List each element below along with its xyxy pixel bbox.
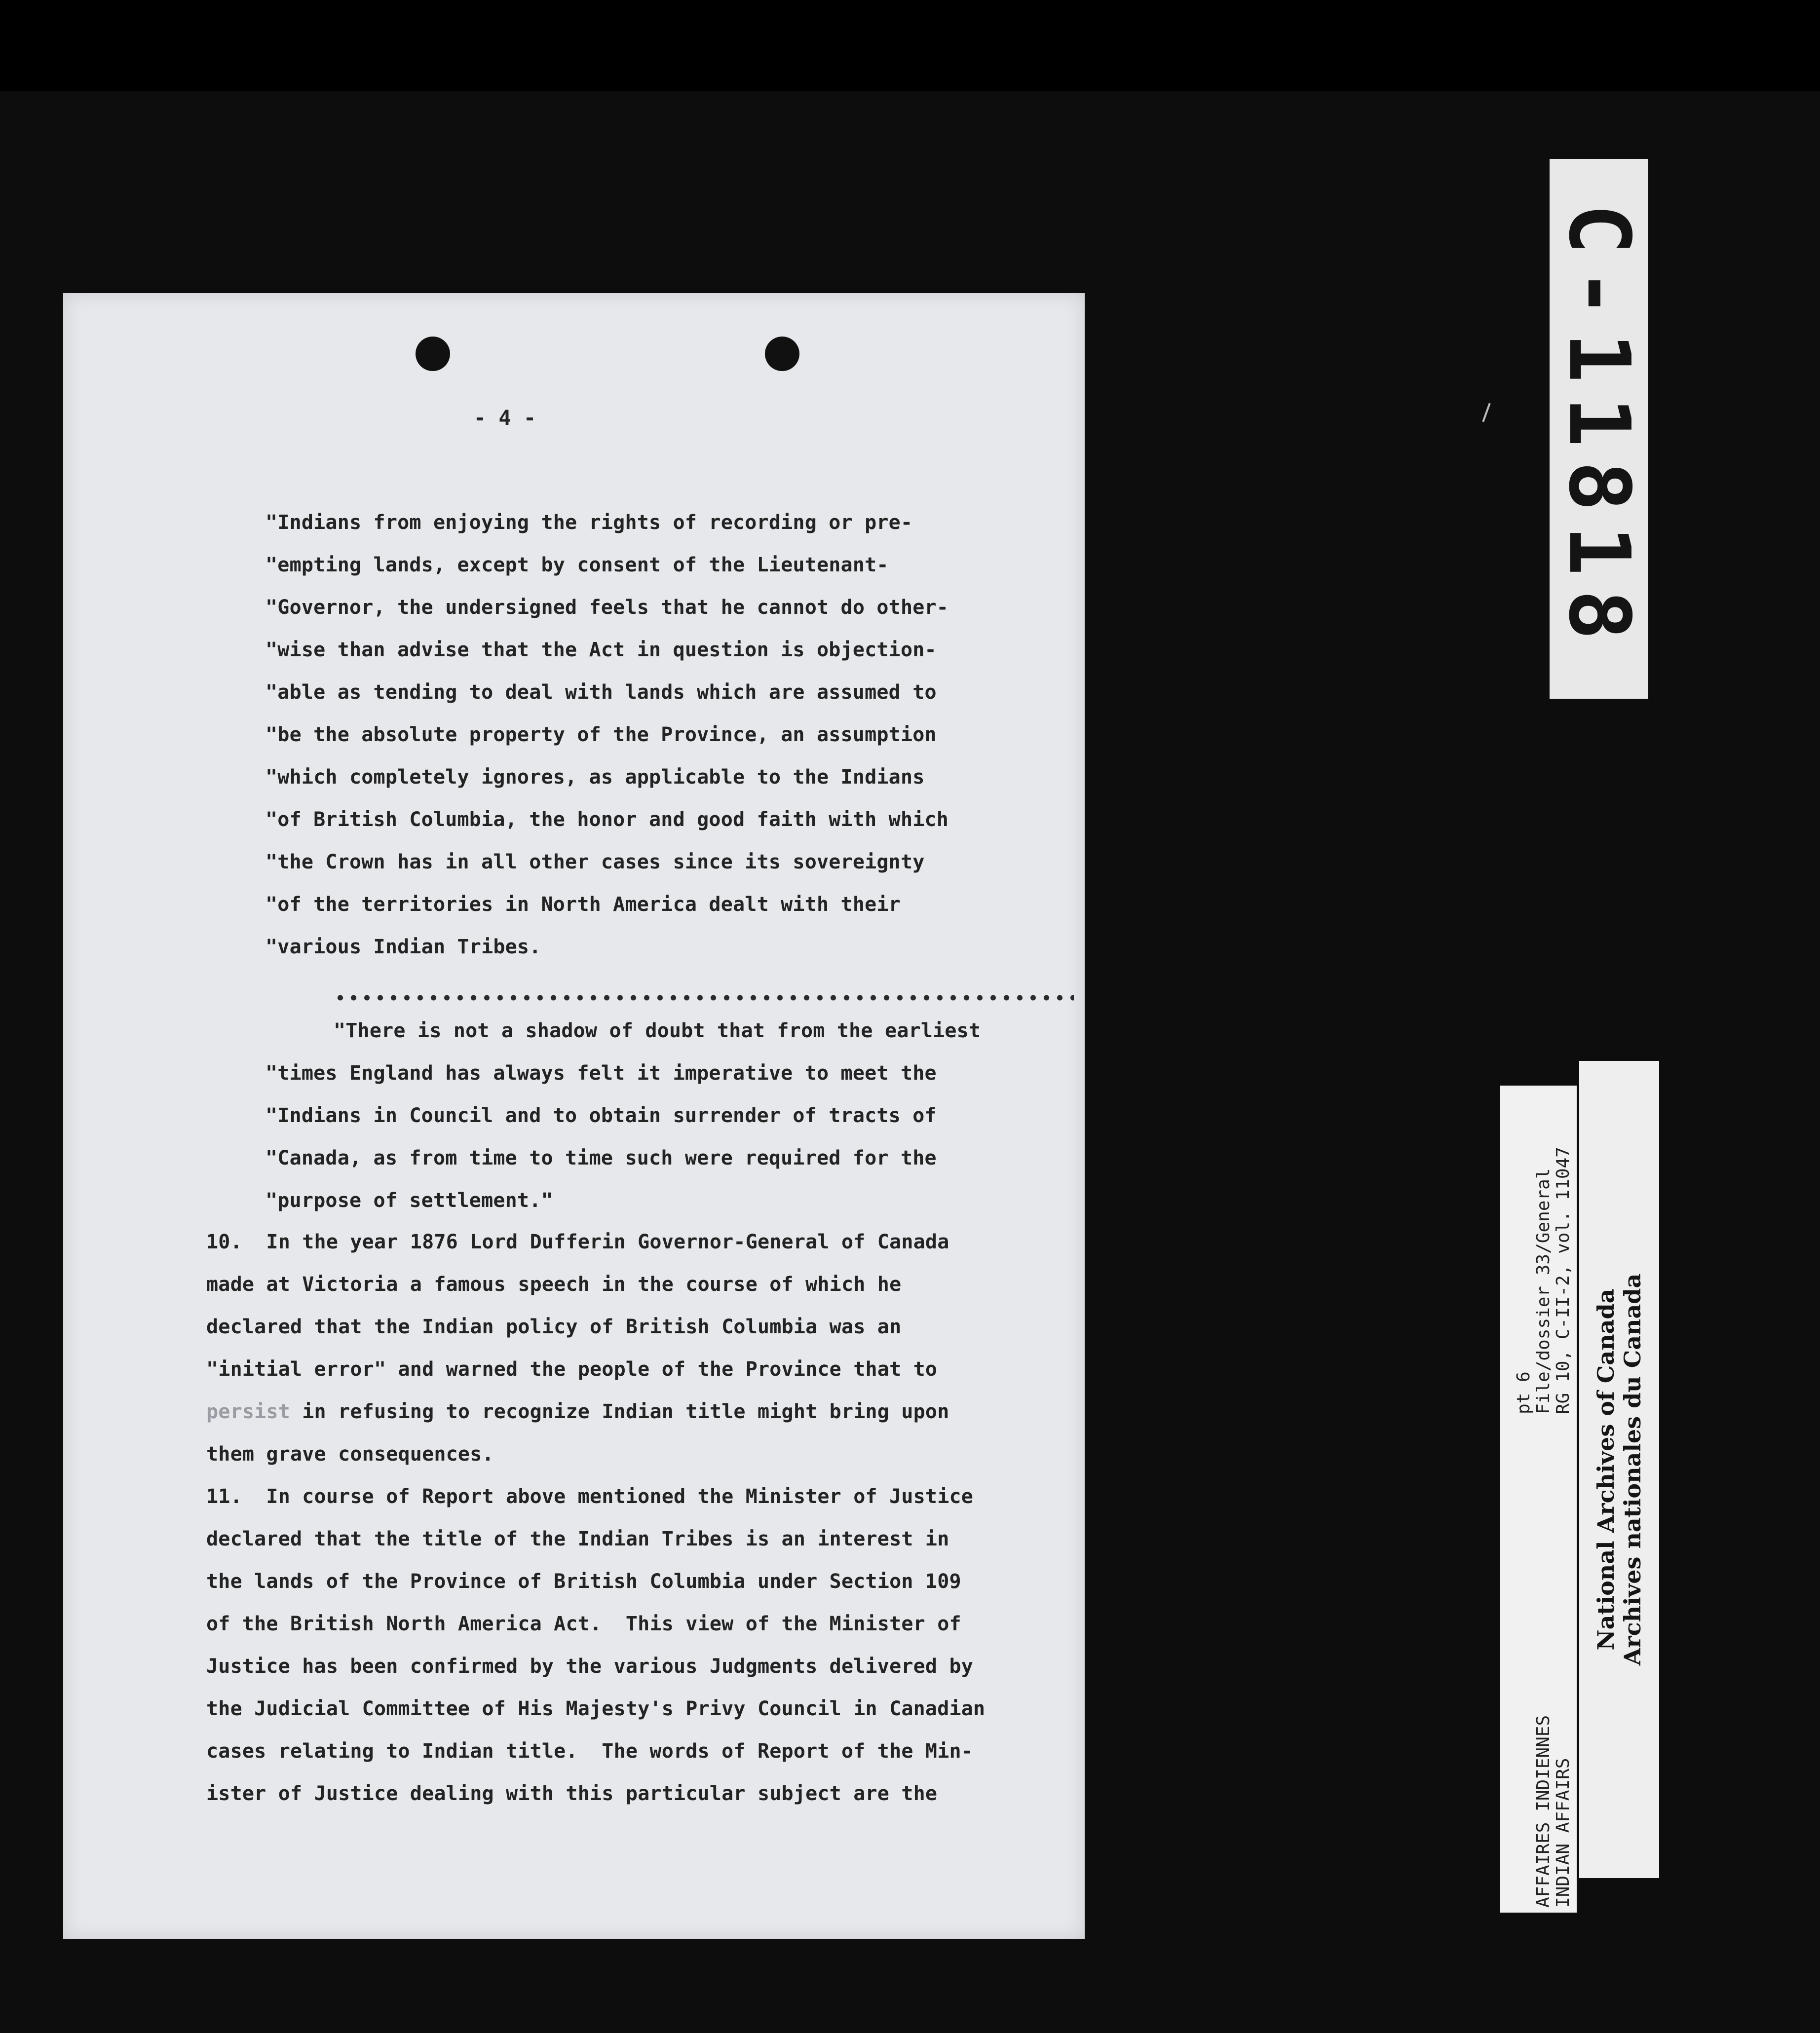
part-reference: pt 6: [1514, 1371, 1534, 1414]
text-line: "Governor, the undersigned feels that he cannot do other-: [265, 596, 949, 619]
text-line: "times England has always felt it imperative to meet the: [265, 1062, 937, 1085]
paragraph-11-line: 11. In course of Report above mentioned the Minister of Justice: [206, 1485, 974, 1508]
frame-number: C-11818: [1550, 203, 1648, 654]
department-en: INDIAN AFFAIRS: [1553, 1758, 1573, 1908]
text-line: the Judicial Committee of His Majesty's Privy Council in Canadian: [206, 1697, 986, 1720]
text-line: "be the absolute property of the Province, an assumption: [265, 723, 937, 746]
text-line: "various Indian Tribes.: [265, 936, 541, 958]
punch-hole: [416, 337, 450, 371]
record-group-reference: RG 10, C-II-2, vol. 11047: [1553, 1147, 1573, 1414]
stamp-line-en: National Archives of Canada: [1592, 1288, 1619, 1651]
film-mark: [1482, 403, 1490, 422]
text-line: "Indians from enjoying the rights of recording or pre-: [265, 511, 913, 534]
frame-number-strip: [1550, 159, 1648, 699]
text-line: "Indians in Council and to obtain surrender of tracts of: [265, 1104, 937, 1127]
text-line: made at Victoria a famous speech in the course of which he: [206, 1273, 902, 1296]
document-page: [63, 293, 1085, 1939]
text-line: "the Crown has in all other cases since its sovereignty: [265, 851, 925, 873]
text-line: "initial error" and warned the people of the Province that to: [206, 1358, 938, 1381]
archive-reference-text: [1510, 1093, 1574, 1908]
text-line: cases relating to Indian title. The words of Report of the Min-: [206, 1740, 974, 1763]
text-line: "of British Columbia, the honor and good faith with which: [265, 808, 949, 831]
text-line: "purpose of settlement.": [265, 1189, 553, 1212]
text-line: "of the territories in North America dealt with their: [265, 893, 901, 916]
file-reference: File/dossier 33/General: [1533, 1168, 1554, 1414]
punch-hole: [765, 337, 799, 371]
film-border: [0, 0, 1820, 91]
dotted-separator: [334, 994, 1074, 1002]
archive-reference-label: [1500, 1086, 1577, 1913]
archives-stamp: [1579, 1061, 1659, 1878]
text-line: "empting lands, except by consent of the Lieutenant-: [265, 554, 889, 576]
text-line: of the British North America Act. This view of the Minister of: [206, 1613, 961, 1635]
text-line: Justice has been confirmed by the various Judgments delivered by: [206, 1655, 974, 1678]
stamp-line-fr: Archives nationales du Canada: [1619, 1273, 1646, 1666]
text-line: them grave consequences.: [206, 1443, 494, 1466]
text-line: "There is not a shadow of doubt that from the earliest: [334, 1019, 981, 1042]
text-line: ister of Justice dealing with this particular subject are the: [206, 1782, 938, 1805]
archives-stamp-text: [1579, 1061, 1659, 1878]
text-line: declared that the title of the Indian Tribes is an interest in: [206, 1528, 949, 1550]
text-line: the lands of the Province of British Columbia under Section 109: [206, 1570, 961, 1593]
text-line: "wise than advise that the Act in question is objection-: [265, 639, 937, 661]
page-number: - 4 -: [473, 406, 536, 430]
text-line: declared that the Indian policy of British Columbia was an: [206, 1316, 902, 1338]
text-line: "able as tending to deal with lands which are assumed to: [265, 681, 937, 704]
faint-word: persist: [206, 1400, 290, 1423]
department-fr: AFFAIRES INDIENNES: [1533, 1715, 1554, 1908]
text-line-rest: in refusing to recognize Indian title might bring upon: [290, 1400, 949, 1423]
text-line-start-faint: [206, 1400, 949, 1423]
text-line: "Canada, as from time to time such were required for the: [265, 1147, 937, 1169]
text-line: "which completely ignores, as applicable to the Indians: [265, 766, 925, 789]
paragraph-10-line: 10. In the year 1876 Lord Dufferin Governor-General of Canada: [206, 1231, 949, 1253]
